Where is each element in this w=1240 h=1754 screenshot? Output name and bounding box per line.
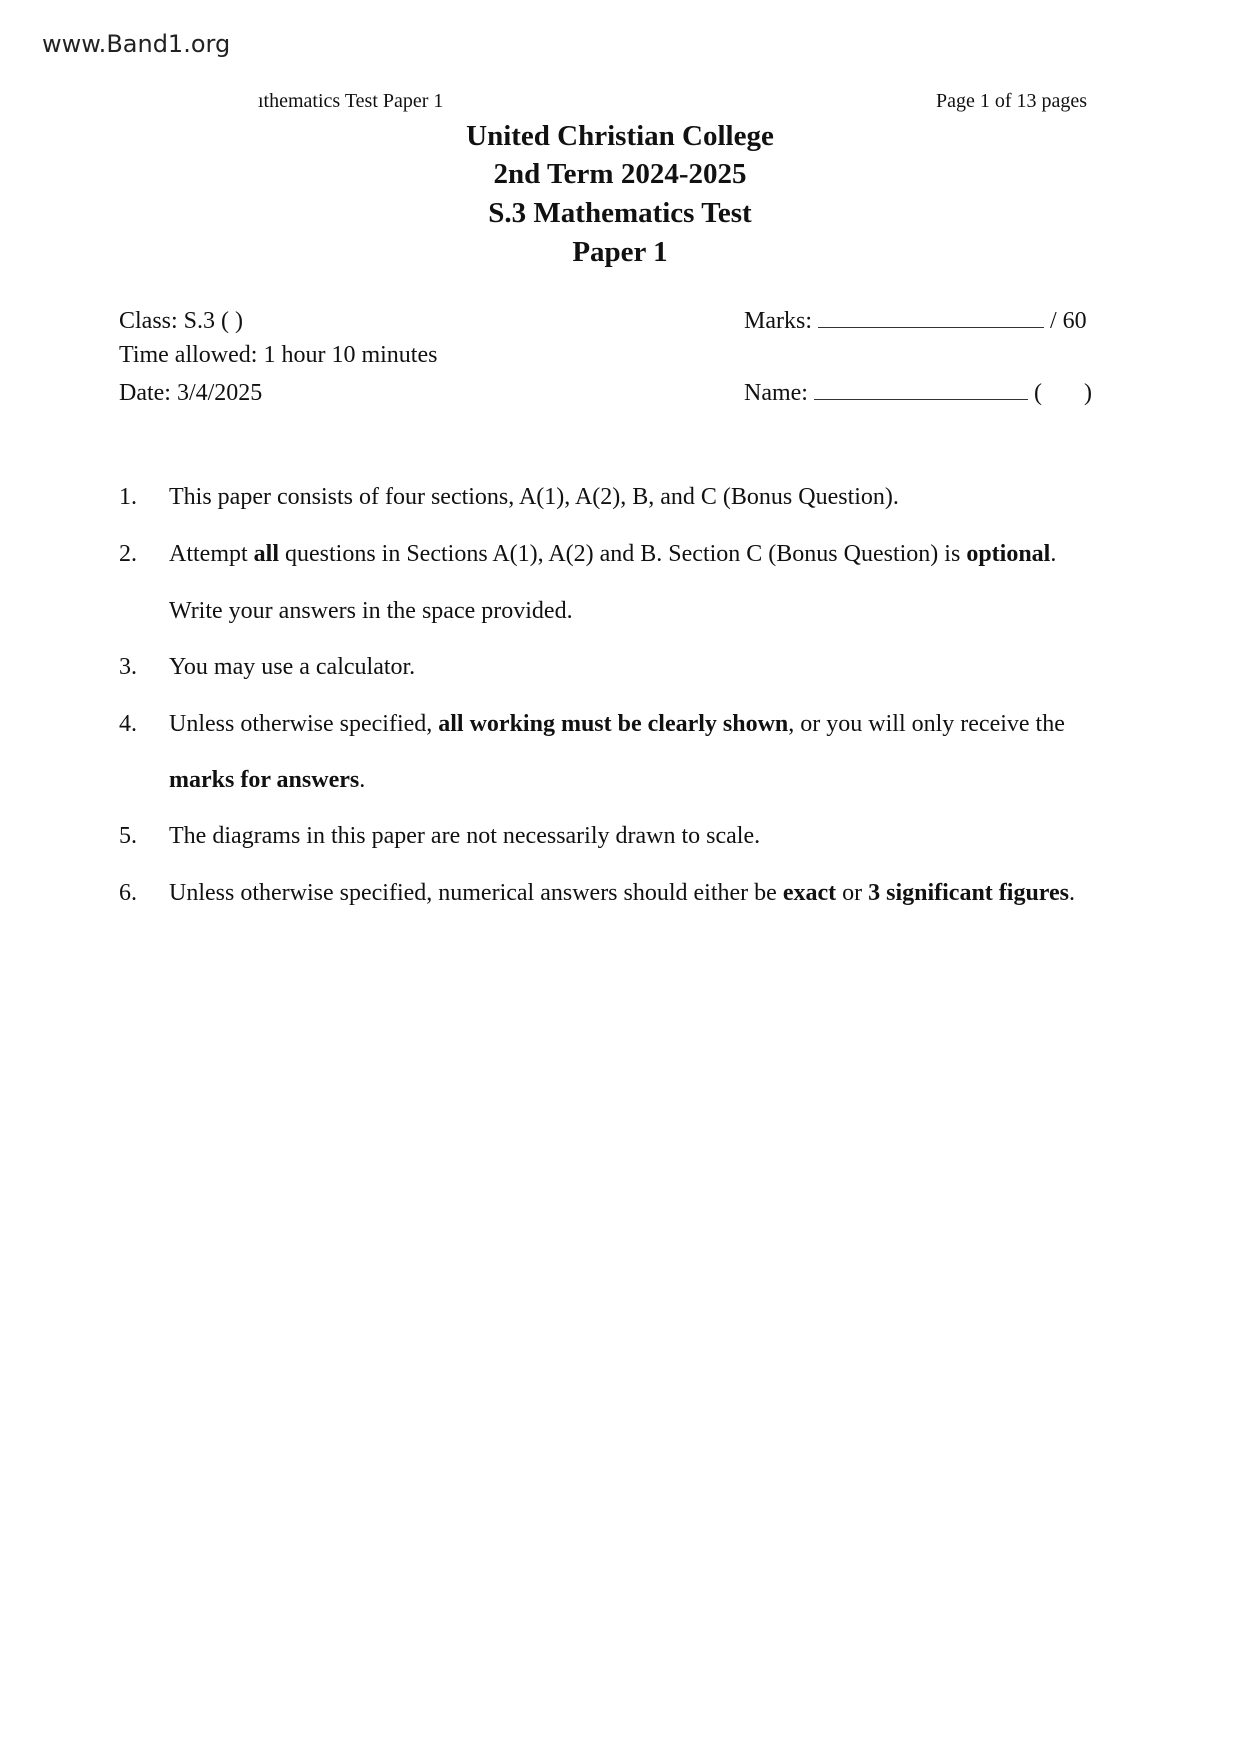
school-name: United Christian College bbox=[466, 120, 774, 152]
time-allowed: Time allowed: 1 hour 10 minutes bbox=[119, 342, 438, 368]
test-title: S.3 Mathematics Test bbox=[488, 197, 752, 229]
instruction-text: questions in Sections A(1), A(2) and B. Section C (Bonus Question) is bbox=[279, 541, 967, 567]
instruction-number: 3. bbox=[119, 654, 137, 680]
name-blank bbox=[814, 398, 1028, 400]
instruction-number: 5. bbox=[119, 823, 137, 849]
instruction-text: Unless otherwise specified, numerical answers should either be bbox=[169, 880, 783, 906]
instruction-2 bbox=[169, 541, 1056, 568]
instruction-1 bbox=[169, 484, 899, 511]
emphasis: optional bbox=[966, 541, 1051, 567]
running-header-left: ıthematics Test Paper 1 bbox=[258, 90, 444, 112]
emphasis: all bbox=[253, 541, 279, 567]
instruction-number: 4. bbox=[119, 711, 137, 737]
term: 2nd Term 2024-2025 bbox=[493, 158, 747, 190]
instruction-text: Unless otherwise specified, bbox=[169, 711, 439, 737]
instruction-text: This paper consists of four sections, A(1), A(2), B, and C (Bonus Question). bbox=[169, 484, 899, 510]
marks-field bbox=[744, 308, 1087, 335]
instruction-text: . bbox=[1050, 541, 1057, 567]
instruction-number: 1. bbox=[119, 484, 137, 510]
instruction-3: You may use a calculator. bbox=[169, 654, 416, 680]
instruction-4-continued bbox=[169, 767, 365, 794]
instruction-6 bbox=[169, 880, 1075, 907]
instruction-text: , or you will only receive the bbox=[788, 711, 1065, 737]
marks-total: / 60 bbox=[1050, 308, 1087, 334]
instruction-number: 6. bbox=[119, 880, 137, 906]
instruction-4 bbox=[169, 711, 1065, 738]
class-field: Class: S.3 ( ) bbox=[119, 308, 244, 334]
page-number: Page 1 of 13 pages bbox=[936, 90, 1088, 112]
name-label: Name: bbox=[744, 380, 808, 406]
marks-label: Marks: bbox=[744, 308, 812, 334]
instruction-text: or bbox=[836, 880, 869, 906]
emphasis: all working must be clearly shown bbox=[438, 711, 789, 737]
marks-blank bbox=[818, 326, 1044, 328]
date: Date: 3/4/2025 bbox=[119, 380, 263, 406]
instruction-text: . bbox=[1069, 880, 1076, 906]
watermark: www.Band1.org bbox=[42, 30, 231, 58]
instruction-5: The diagrams in this paper are not necessarily drawn to scale. bbox=[169, 823, 761, 849]
instruction-text: . bbox=[359, 767, 366, 793]
instruction-2-continued: Write your answers in the space provided. bbox=[169, 598, 573, 624]
instruction-number: 2. bbox=[119, 541, 137, 567]
paper-title: Paper 1 bbox=[572, 236, 668, 268]
emphasis: 3 significant figures bbox=[868, 880, 1070, 906]
class-number-parens: ( ) bbox=[1033, 380, 1092, 406]
name-field bbox=[744, 380, 1092, 407]
instruction-text: Attempt bbox=[169, 541, 254, 567]
emphasis: exact bbox=[782, 880, 837, 906]
emphasis: marks for answers bbox=[169, 767, 360, 793]
